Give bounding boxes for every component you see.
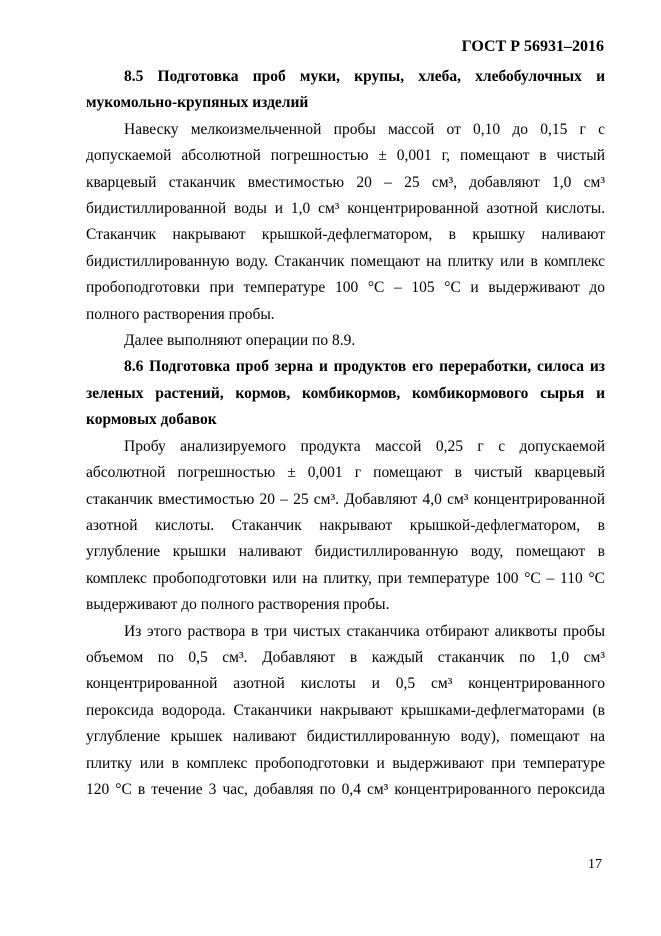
heading-line: зеленых растений, кормов, комбикормов, комбикормового сырья и (86, 384, 605, 402)
section-8-5-heading (86, 64, 605, 117)
heading-line: кормовых добавок (86, 411, 217, 429)
text-line: абсолютной погрешностью ± 0,001 г помещают в чистый кварцевый (86, 464, 605, 482)
document-code: ГОСТ Р 56931–2016 (461, 38, 604, 55)
heading-line: 8.5 Подготовка проб муки, крупы, хлеба, хлебобулочных и (124, 68, 605, 85)
text-line: допускаемой абсолютной погрешностью ± 0,001 г, помещают в чистый (86, 147, 605, 165)
text-line: выдерживают до полного растворения пробы. (86, 596, 390, 614)
text-line: стаканчик вместимостью 20 – 25 см³. Добавляют 4,0 см³ концентрированной (86, 490, 605, 508)
text-line: Стаканчик накрывают крышкой-дефлегматором, в крышку наливают (86, 226, 605, 244)
text-line: Навеску мелкоизмельченной пробы массой от 0,10 до 0,15 г с (124, 120, 605, 138)
text-line: углубление крышек наливают бидистиллированную воду), помещают на (86, 728, 605, 746)
section-8-5-followup (86, 328, 605, 354)
text-line: объемом по 0,5 см³. Добавляют в каждый стаканчик по 1,0 см³ (86, 648, 605, 666)
section-8-6-heading (86, 354, 605, 433)
text-line: кварцевый стаканчик вместимостью 20 – 25 см³, добавляют 1,0 см³ (86, 173, 605, 191)
text-line: 120 °С в течение 3 час, добавляя по 0,4 см³ концентрированного пероксида (86, 780, 605, 798)
section-8-6-paragraph-1 (86, 434, 605, 619)
text-line: пероксида водорода. Стаканчики накрывают крышками-дефлегматорами (в (86, 701, 605, 719)
text-line: Из этого раствора в три чистых стаканчика отбирают аликвоты пробы (124, 622, 605, 640)
text-line: углубление крышки наливают бидистиллированную воду, помещают в (86, 543, 605, 561)
section-8-5-paragraph (86, 117, 605, 328)
heading-line: 8.6 Подготовка проб зерна и продуктов его переработки, силоса из (124, 358, 605, 376)
text-line: Далее выполняют операции по 8.9. (124, 332, 356, 350)
text-line: бидистиллированную воду. Стаканчик помещают на плитку или в комплекс (86, 252, 605, 270)
text-line: бидистиллированной воды и 1,0 см³ концентрированной азотной кислоты. (86, 200, 605, 218)
page-number: 17 (588, 857, 602, 872)
text-line: плитку или в комплекс пробоподготовки и выдерживают при температуре (86, 754, 605, 772)
text-line: полного растворения пробы. (86, 305, 275, 323)
text-line: азотной кислоты. Стаканчик накрывают крышкой-дефлегматором, в (86, 516, 605, 534)
page-content (86, 64, 605, 803)
text-line: концентрированной азотной кислоты и 0,5 см³ концентрированного (86, 675, 605, 693)
text-line: пробоподготовки при температуре 100 °С – 105 °С и выдерживают до (86, 279, 605, 297)
section-8-6-paragraph-2 (86, 619, 605, 804)
text-line: комплекс пробоподготовки или на плитку, при температуре 100 °С – 110 °С (86, 569, 605, 587)
heading-line: мукомольно-крупяных изделий (86, 94, 309, 112)
text-line: Пробу анализируемого продукта массой 0,25 г с допускаемой (124, 437, 605, 455)
